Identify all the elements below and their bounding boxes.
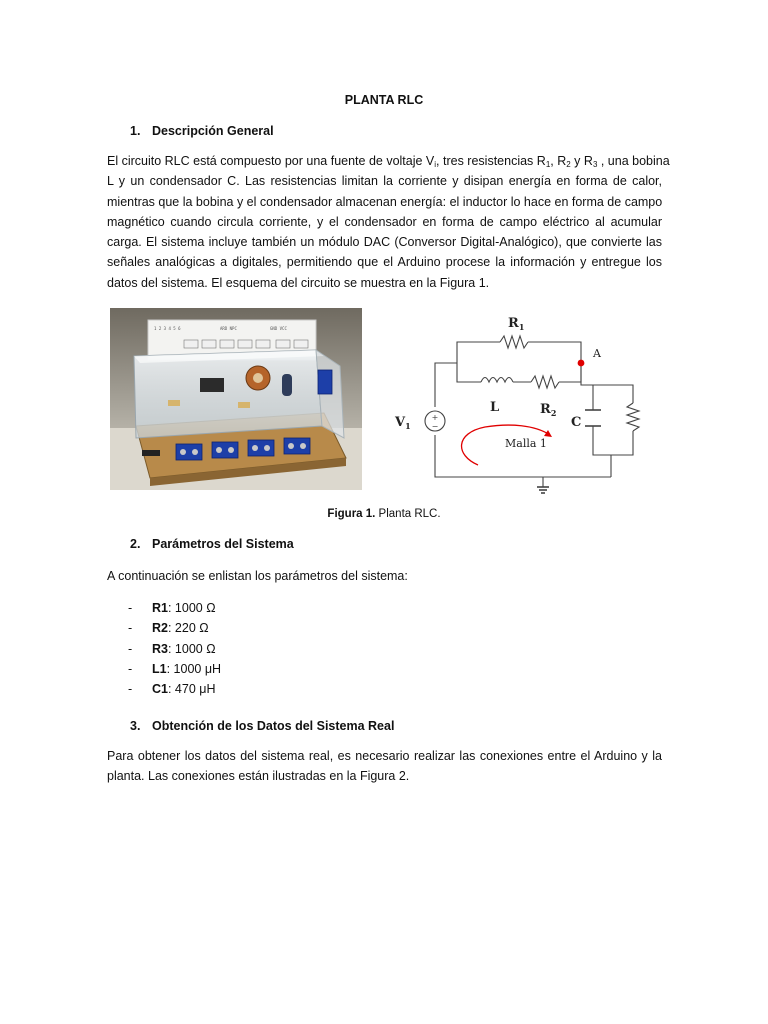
rlc-circuit-schematic [385, 305, 665, 500]
paragraph-line [107, 151, 670, 171]
subscript: 1 [545, 160, 551, 169]
label-loop: Malla 1 [505, 437, 547, 450]
caption-label: Figura 1. [327, 508, 376, 520]
param-name: R2 [152, 621, 168, 636]
paragraph-line: planta. Las conexiones están ilustradas en la Figura 2. [107, 769, 410, 784]
label-r2: $R_2$ [540, 402, 557, 418]
subscript: 2 [566, 160, 571, 169]
paragraph-line: A continuación se enlistan los parámetros del sistema: [107, 569, 408, 583]
document-title: PLANTA RLC [344, 93, 424, 107]
section-2-title: Parámetros del Sistema [152, 537, 294, 551]
svg-text:GND VCC: GND VCC [270, 326, 287, 331]
figure-1-caption [0, 508, 768, 520]
param-name: C1 [152, 682, 168, 697]
param-value: : 1000 μH [166, 661, 222, 676]
subscript: i [434, 160, 437, 169]
param-value: : 470 μH [167, 682, 216, 697]
label-v1: $V_1$ [395, 415, 411, 431]
param-value: : 1000 Ω [167, 601, 216, 615]
paragraph-line: magnético cuando circula corriente, y el condensador en forma de campo eléctrico al acumular [107, 214, 662, 229]
param-name: L1 [152, 661, 167, 676]
caption-text: Planta RLC. [375, 508, 441, 520]
section-3-title: Obtención de los Datos del Sistema Real [152, 719, 395, 733]
label-c: C [571, 415, 582, 430]
svg-text:−: − [431, 422, 439, 431]
text-run: , R [550, 154, 567, 168]
paragraph-line: Para obtener los datos del sistema real, es necesario realizar las conexiones entre el Arduino y la [107, 749, 662, 763]
section-3-paragraph [107, 746, 662, 787]
svg-text:1 2 3 4 5 6: 1 2 3 4 5 6 [154, 326, 181, 331]
document-page: PLANTA RLC 1. Descripción General El circuito RLC está compuesto por una fuente de voltaje $V_i$, tres resistencias $R_1$, $R_2$ y $R_3$ , una bobina L y un condensador C. Las resistencias limitan la corriente y disipan energía en forma de calor, mientras que la bobina y el condensador almacenan energía: el inductor lo hace en forma de campo magnético cuando circula corriente, y el condensador en forma de campo eléctrico al acumular carga. El sistema incluye también un módulo DAC (Conversor Digital-Analógico), que convierte las señales analógicas a digitales, permitiendo que el Arduino procese la información y entregue los datos del sistema. El esquema del circuito se muestra en la Figura 1. 1 2 3 4 5 6 ARD NPC GND VCC + − $R_1$ A L $R_2$ $V_1$ C Malla 1 Figura 1. Planta RLC. 2. Parámetros del Sistema A continuación se enlistan los parámetros del sistema: - R1: 1000 Ω - R2: 220 Ω - R3: 1000 Ω - L1: 1000 μH - C1: 470 μH 3. Obtención de los Datos del Sistema Real Para obtener los datos del sistema real, es necesario realizar las conexiones entre el Arduino y la planta. Las conexiones están ilustradas en la Figura 2. [0, 0, 768, 1024]
section-3-number: 3. [130, 719, 141, 733]
text-run: , tres resistencias R [436, 154, 546, 168]
text-run: El circuito RLC está compuesto por una fuente de voltaje V [107, 154, 435, 168]
svg-text:+: + [431, 413, 439, 422]
subscript: 3 [592, 160, 598, 169]
paragraph-line: L y un condensador C. Las resistencias limitan la corriente y disipan energía en forma de calor, [107, 174, 662, 189]
text-run: , una bobina [597, 154, 670, 168]
text-run: y R [570, 154, 593, 168]
paragraph-line: mientras que la bobina y el condensador almacenan energía: el inductor lo hace en forma de campo [107, 194, 663, 209]
label-node-a: A [593, 347, 601, 360]
section-1-number: 1. [130, 124, 141, 138]
param-value: : 1000 Ω [167, 641, 216, 656]
param-value: : 220 Ω [167, 621, 209, 636]
label-l: L [490, 400, 500, 415]
svg-text:ARD NPC: ARD NPC [220, 326, 237, 331]
paragraph-line: datos del sistema. El esquema del circuito se muestra en la Figura 1. [107, 275, 490, 290]
section-1-paragraph [107, 151, 670, 293]
paragraph-line: carga. El sistema incluye también un módulo DAC (Conversor Digital-Analógico), que convierte las [107, 235, 662, 250]
section-2-number: 2. [130, 537, 141, 551]
section-2-intro [107, 566, 662, 586]
section-1-title: Descripción General [152, 124, 274, 138]
rlc-plant-photo [110, 308, 362, 490]
paragraph-line: señales analógicas a digitales, permitiendo que el Arduino procese la información y entregue los [107, 255, 662, 270]
label-r1: $R_1$ [508, 316, 525, 332]
param-name: R1 [152, 601, 168, 615]
param-name: R3 [152, 641, 168, 656]
